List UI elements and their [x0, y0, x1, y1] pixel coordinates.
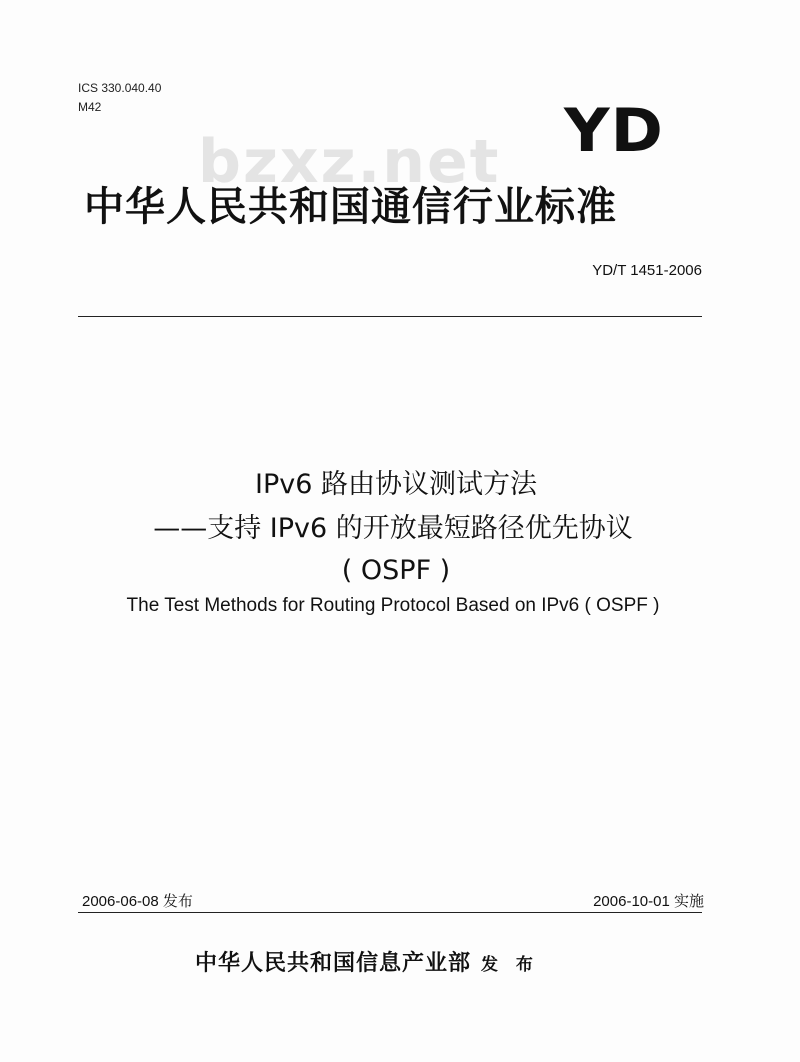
title-cn-line-2: ——支持 IPv6 的开放最短路径优先协议: [153, 513, 633, 544]
classification-block: [78, 79, 161, 117]
ics-code: ICS 330.040.40: [78, 81, 162, 95]
classification-code: M42: [78, 100, 102, 114]
publisher-verb: 发 布: [481, 955, 539, 975]
bottom-divider: [78, 912, 702, 913]
yd-logo: YD: [564, 96, 665, 166]
document-title-block: [0, 463, 800, 621]
publisher-name: 中华人民共和国信息产业部: [195, 950, 472, 976]
watermark: bzxz.net: [198, 127, 501, 197]
title-cn-line-3: ( OSPF ): [341, 555, 451, 586]
title-english: The Test Methods for Routing Protocol Based on IPv6 ( OSPF ): [126, 595, 660, 616]
publisher-line: [195, 946, 539, 977]
standard-number: YD/T 1451-2006: [592, 262, 702, 279]
industry-standard-title: 中华人民共和国通信行业标准: [84, 184, 617, 230]
issue-date: 2006-06-08 发布: [82, 893, 193, 910]
title-cn-line-1: IPv6 路由协议测试方法: [255, 469, 537, 500]
implementation-date: 2006-10-01 实施: [593, 893, 704, 910]
top-divider: [78, 316, 702, 317]
